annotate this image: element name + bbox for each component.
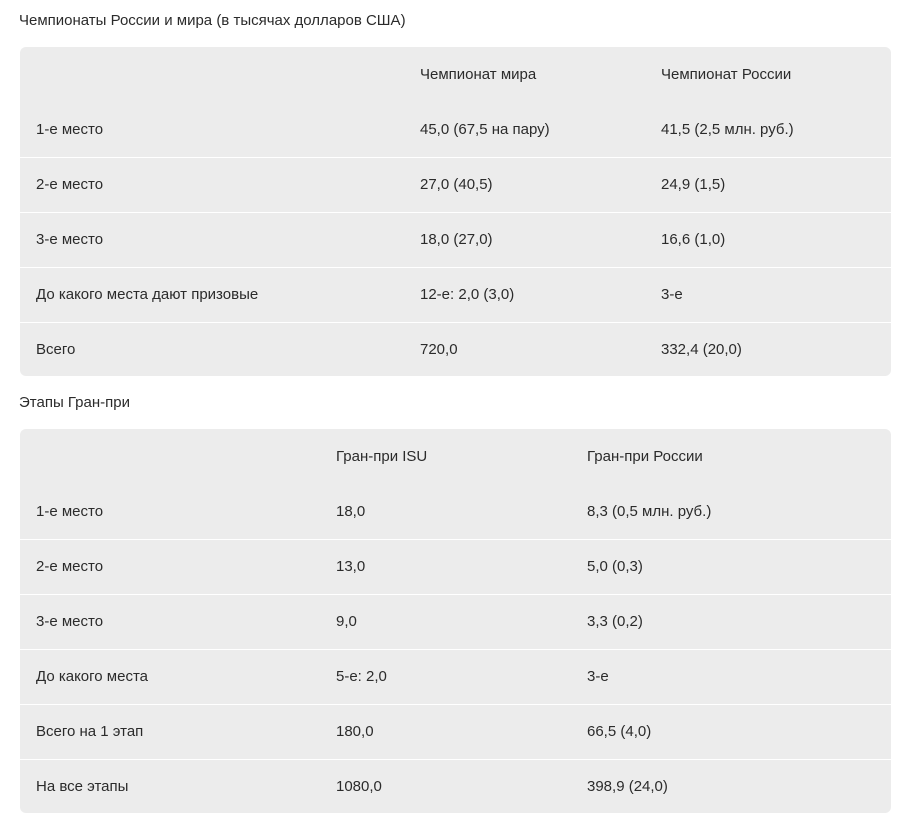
table-cell: 18,0 xyxy=(336,502,366,520)
table-cell: 16,6 (1,0) xyxy=(645,212,891,267)
championships-table xyxy=(20,47,891,376)
table-cell: 180,0 xyxy=(320,704,571,759)
row-label: 1-е место xyxy=(36,120,104,138)
table-row xyxy=(20,704,891,759)
row-label: До какого места xyxy=(20,649,320,704)
table1-caption: Чемпионаты России и мира (в тысячах долларов США) xyxy=(19,12,406,29)
header-cell-isu-grand-prix: Гран-при ISU xyxy=(336,448,428,465)
table-row xyxy=(20,484,891,539)
table-cell: 1080,0 xyxy=(320,759,571,813)
table-row xyxy=(20,212,891,267)
table-row xyxy=(20,759,891,813)
table2-caption: Этапы Гран-при xyxy=(19,394,130,411)
grand-prix-table xyxy=(20,429,891,813)
table-header-row xyxy=(20,429,891,484)
row-label: 2-е место xyxy=(20,539,320,594)
table-row xyxy=(20,539,891,594)
row-label: 3-е место xyxy=(20,594,320,649)
table-cell: 13,0 xyxy=(320,539,571,594)
table-row xyxy=(20,267,891,322)
table-cell: 398,9 (24,0) xyxy=(571,759,891,813)
table-cell: 3-е xyxy=(645,267,891,322)
table-cell: 45,0 (67,5 на пару) xyxy=(420,120,550,138)
header-cell xyxy=(20,47,404,102)
header-cell-russia-grand-prix: Гран-при России xyxy=(587,448,703,465)
row-label: 2-е место xyxy=(20,157,404,212)
table-cell: 41,5 (2,5 млн. руб.) xyxy=(661,120,794,138)
table-cell: 9,0 xyxy=(320,594,571,649)
table-row xyxy=(20,322,891,376)
table-cell: 18,0 (27,0) xyxy=(404,212,645,267)
table-cell: 12-е: 2,0 (3,0) xyxy=(404,267,645,322)
table-cell: 5,0 (0,3) xyxy=(571,539,891,594)
row-label: 1-е место xyxy=(36,502,104,520)
table-cell: 720,0 xyxy=(404,322,645,376)
row-label: Всего на 1 этап xyxy=(20,704,320,759)
table-row xyxy=(20,594,891,649)
table-cell: 3-е xyxy=(571,649,891,704)
row-label: До какого места дают призовые xyxy=(20,267,404,322)
table-cell: 27,0 (40,5) xyxy=(404,157,645,212)
header-cell-russia-championship: Чемпионат России xyxy=(661,66,792,83)
row-label: Всего xyxy=(20,322,404,376)
row-label: На все этапы xyxy=(20,759,320,813)
row-label: 3-е место xyxy=(20,212,404,267)
table-cell: 5-е: 2,0 xyxy=(320,649,571,704)
table-cell: 3,3 (0,2) xyxy=(571,594,891,649)
table-row xyxy=(20,649,891,704)
table-row xyxy=(20,157,891,212)
header-cell xyxy=(20,429,320,484)
table-header-row xyxy=(20,47,891,102)
header-cell-world-championship: Чемпионат мира xyxy=(420,66,537,83)
table-cell: 24,9 (1,5) xyxy=(645,157,891,212)
table-cell: 332,4 (20,0) xyxy=(645,322,891,376)
table-cell: 66,5 (4,0) xyxy=(571,704,891,759)
table-cell: 8,3 (0,5 млн. руб.) xyxy=(587,502,712,520)
table-row xyxy=(20,102,891,157)
